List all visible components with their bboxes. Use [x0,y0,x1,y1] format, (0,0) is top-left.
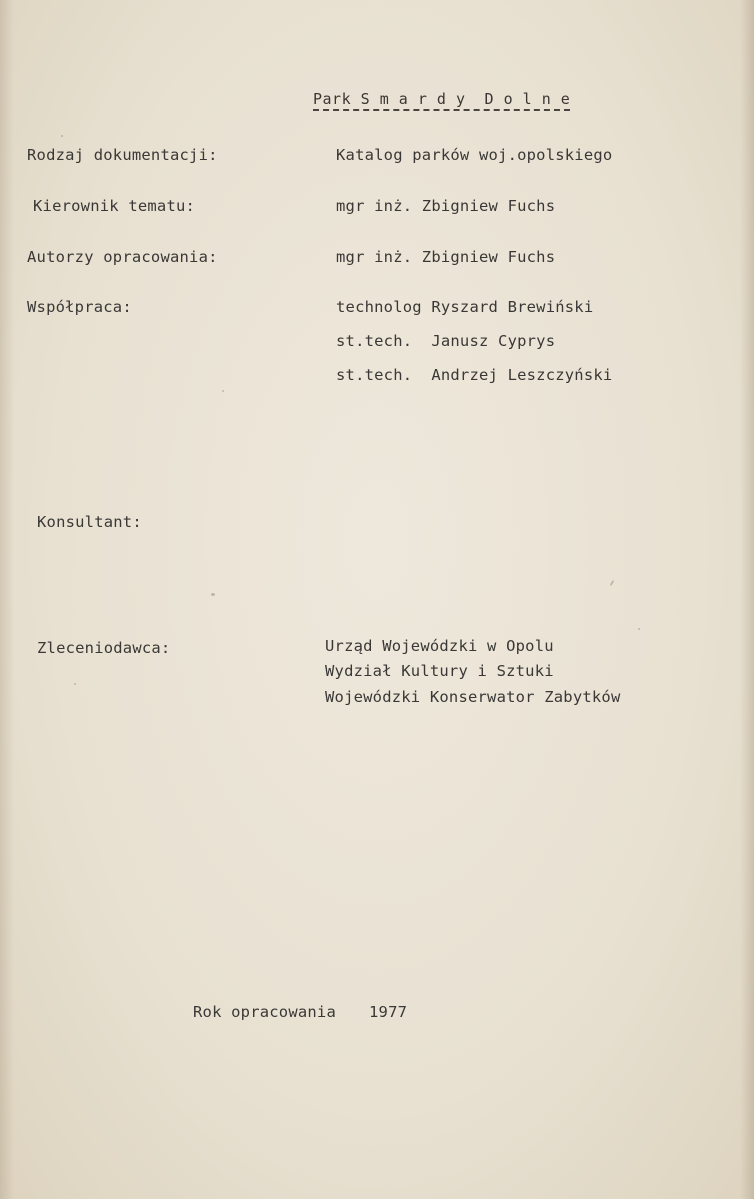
value-autorzy: mgr inż. Zbigniew Fuchs [336,248,556,266]
value-zleceniodawca-1: Urząd Wojewódzki w Opolu [325,637,554,655]
paper-speck [610,580,615,586]
label-konsultant: Konsultant: [37,513,142,531]
value-rodzaj: Katalog parków woj.opolskiego [336,146,613,164]
paper-speck [211,593,215,596]
value-wspolpraca-2: st.tech. Janusz Cyprys [336,332,556,350]
document-title: Park S m a r d y D o l n e [313,90,570,111]
value-zleceniodawca-2: Wydział Kultury i Sztuki [325,662,554,680]
footer-label: Rok opracowania [193,1003,336,1021]
label-zleceniodawca: Zleceniodawca: [37,639,171,657]
value-kierownik: mgr inż. Zbigniew Fuchs [336,197,556,215]
paper-speck [638,628,640,630]
value-wspolpraca-1: technolog Ryszard Brewiński [336,298,594,316]
label-rodzaj: Rodzaj dokumentacji: [27,146,218,164]
paper-speck [74,683,76,685]
label-wspolpraca: Współpraca: [27,298,132,316]
value-wspolpraca-3: st.tech. Andrzej Leszczyński [336,366,613,384]
label-kierownik: Kierownik tematu: [33,197,196,215]
paper-speck [222,390,224,392]
footer-year: 1977 [369,1003,408,1021]
label-autorzy: Autorzy opracowania: [27,248,218,266]
value-zleceniodawca-3: Wojewódzki Konserwator Zabytków [325,688,621,706]
paper-speck [61,135,63,137]
page-edge-right [740,0,754,1199]
page-edge-left [0,0,14,1199]
